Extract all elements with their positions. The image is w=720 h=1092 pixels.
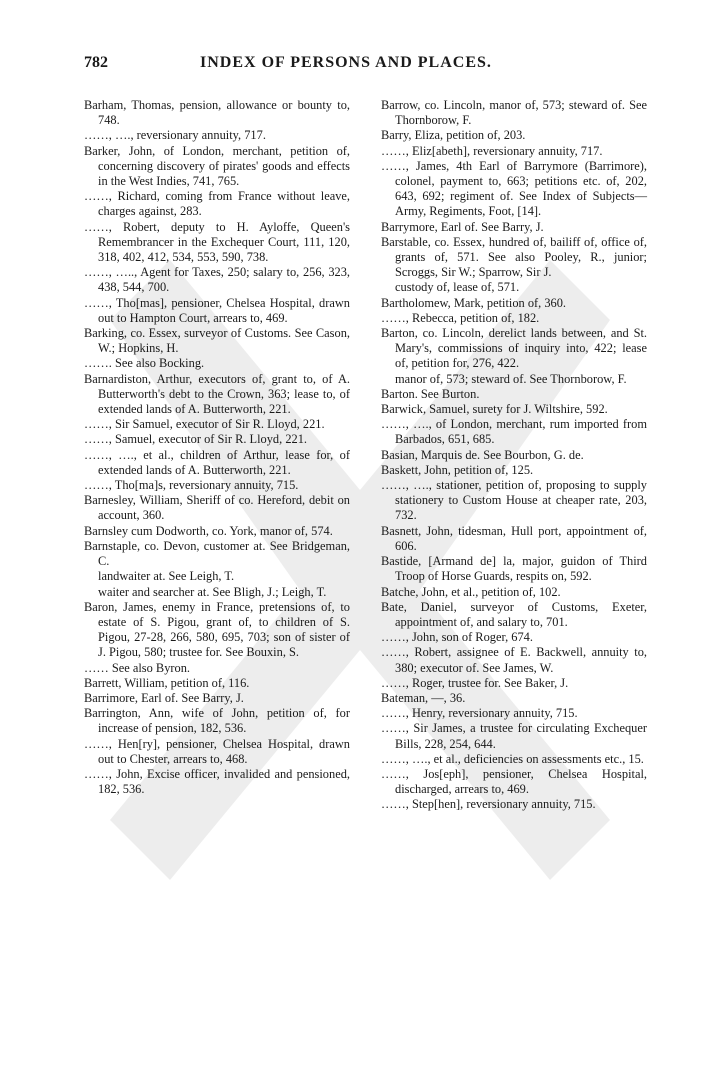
index-entry: ……, Robert, deputy to H. Ayloffe, Queen's Remembrancer in the Exchequer Court, 111, 120, 318, 402, 412, 534, 553, 590, 738. (84, 219, 350, 265)
index-entry: ……, Samuel, executor of Sir R. Lloyd, 221. (84, 432, 308, 447)
index-entry: ……, …., stationer, petition of, proposing to supply stationery to Custom House at cheaper rate, 203, 732. (381, 478, 647, 523)
index-entry: Barrymore, Earl of. See Barry, J. (381, 219, 544, 234)
index-entry: ……, Sir James, a trustee for circulating Exchequer Bills, 228, 254, 644. (381, 721, 647, 751)
index-column-left (84, 98, 350, 797)
page-number: 782 (84, 54, 108, 71)
index-column-right (381, 98, 647, 813)
index-entry: ……, Roger, trustee for. See Baker, J. (381, 675, 569, 690)
index-entry: ……, Tho[mas], pensioner, Chelsea Hospital, drawn out to Hampton Court, arrears to, 469. (84, 295, 350, 325)
index-entry: ……, John, Excise officer, invalided and pensioned, 182, 536. (84, 766, 350, 797)
index-entry: Barnesley, William, Sheriff of co. Hereford, debit on account, 360. (84, 493, 350, 523)
index-entry: ……, ….., Agent for Taxes, 250; salary to, 256, 323, 438, 544, 700. (84, 265, 350, 295)
index-entry: ……, …., of London, merchant, rum imported from Barbados, 651, 685. (381, 417, 647, 447)
index-entry: Barrington, Ann, wife of John, petition of, for increase of pension, 182, 536. (84, 706, 350, 736)
index-entry: Barker, John, of London, merchant, petition of, concerning discovery of pirates' goods and effects in the West Indies, 741, 765. (84, 143, 350, 189)
index-entry: Bate, Daniel, surveyor of Customs, Exeter, appointment of, and salary to, 701. (381, 599, 647, 629)
index-entry: Batche, John, et al., petition of, 102. (381, 584, 561, 599)
index-subentry: custody of, lease of, 571. (395, 280, 520, 295)
index-entry: Barking, co. Essex, surveyor of Customs. See Cason, W.; Hopkins, H. (84, 326, 350, 356)
index-entry: ……, Sir Samuel, executor of Sir R. Lloyd, 221. (84, 417, 325, 432)
index-entry: ……, …., et al., deficiencies on assessments etc., 15. (381, 751, 644, 766)
index-entry: Barham, Thomas, pension, allowance or bounty to, 748. (84, 98, 350, 128)
index-entry: Baskett, John, petition of, 125. (381, 462, 534, 477)
index-entry: ……, Step[hen], reversionary annuity, 715. (381, 797, 596, 812)
index-entry: Barry, Eliza, petition of, 203. (381, 128, 526, 143)
index-entry: ……, Rebecca, petition of, 182. (381, 310, 540, 325)
index-subentry: manor of, 573; steward of. See Thornborow, F. (395, 371, 627, 386)
index-entry: Bateman, —, 36. (381, 690, 466, 705)
index-entry: ……, Jos[eph], pensioner, Chelsea Hospital, discharged, arrears to, 469. (381, 766, 647, 797)
index-entry: Barnstaple, co. Devon, customer at. See Bridgeman, C. (84, 538, 350, 569)
index-entry: ……, Robert, assignee of E. Backwell, annuity to, 380; executor of. See James, W. (381, 645, 647, 675)
index-entry: Bartholomew, Mark, petition of, 360. (381, 295, 567, 310)
running-title: INDEX OF PERSONS AND PLACES. (200, 54, 492, 71)
index-entry: ……, …., et al., children of Arthur, lease for, of extended lands of A. Butterworth, 221. (84, 447, 350, 477)
index-entry: ……. See also Bocking. (84, 356, 205, 371)
index-subentry: landwaiter at. See Leigh, T. (98, 569, 235, 584)
index-subentry: waiter and searcher at. See Bligh, J.; Leigh, T. (98, 584, 327, 599)
index-entry: Baron, James, enemy in France, pretensions of, to estate of S. Pigou, grant of, to children of S. Pigou, 27-28, 266, 580, 695, 703; son of sister of J. Pigou, 580; trustee for. See Bouxin, S. (84, 599, 350, 660)
index-entry: ……, Eliz[abeth], reversionary annuity, 717. (381, 143, 603, 158)
index-entry: Barstable, co. Essex, hundred of, bailiff of, office of, grants of, 571. See also Pooley, R., junior; Scroggs, Sir W.; Sparrow, Sir J. (381, 234, 647, 280)
index-entry: Bastide, [Armand de] la, major, guidon of Third Troop of Horse Guards, respits on, 592. (381, 554, 647, 584)
index-entry: Barnardiston, Arthur, executors of, grant to, of A. Butterworth's debt to the Crown, 363; lease to, of extended lands of A. Butterworth, 221. (84, 371, 350, 417)
index-entry: ……, Henry, reversionary annuity, 715. (381, 706, 578, 721)
index-entry: Barton. See Burton. (381, 386, 480, 401)
index-entry: ……, Tho[ma]s, reversionary annuity, 715. (84, 478, 299, 493)
index-entry: Barrett, William, petition of, 116. (84, 675, 250, 690)
index-entry: ……, John, son of Roger, 674. (381, 630, 533, 645)
index-entry: ……, Richard, coming from France without leave, charges against, 283. (84, 189, 350, 219)
index-entry: Basnett, John, tidesman, Hull port, appointment of, 606. (381, 523, 647, 553)
index-entry: Barton, co. Lincoln, derelict lands between, and St. Mary's, commissions of inquiry into, 422; lease of, petition for, 276, 422. (381, 326, 647, 371)
index-entry: Barnsley cum Dodworth, co. York, manor of, 574. (84, 523, 333, 538)
index-entry: ……, …., reversionary annuity, 717. (84, 128, 266, 143)
index-entry: ……, James, 4th Earl of Barrymore (Barrimore), colonel, payment to, 663; petitions etc. of, 202, 643, 692; regiment of. See Index of Subjects—Army, Regiments, Foot, [14]. (381, 158, 647, 219)
index-entry: …… See also Byron. (84, 660, 190, 675)
index-entry: Barrimore, Earl of. See Barry, J. (84, 690, 244, 705)
index-entry: ……, Hen[ry], pensioner, Chelsea Hospital, drawn out to Chester, arrears to, 468. (84, 736, 350, 766)
index-entry: Barwick, Samuel, surety for J. Wiltshire, 592. (381, 402, 608, 417)
index-entry: Barrow, co. Lincoln, manor of, 573; steward of. See Thornborow, F. (381, 98, 647, 128)
index-entry: Basian, Marquis de. See Bourbon, G. de. (381, 447, 584, 462)
